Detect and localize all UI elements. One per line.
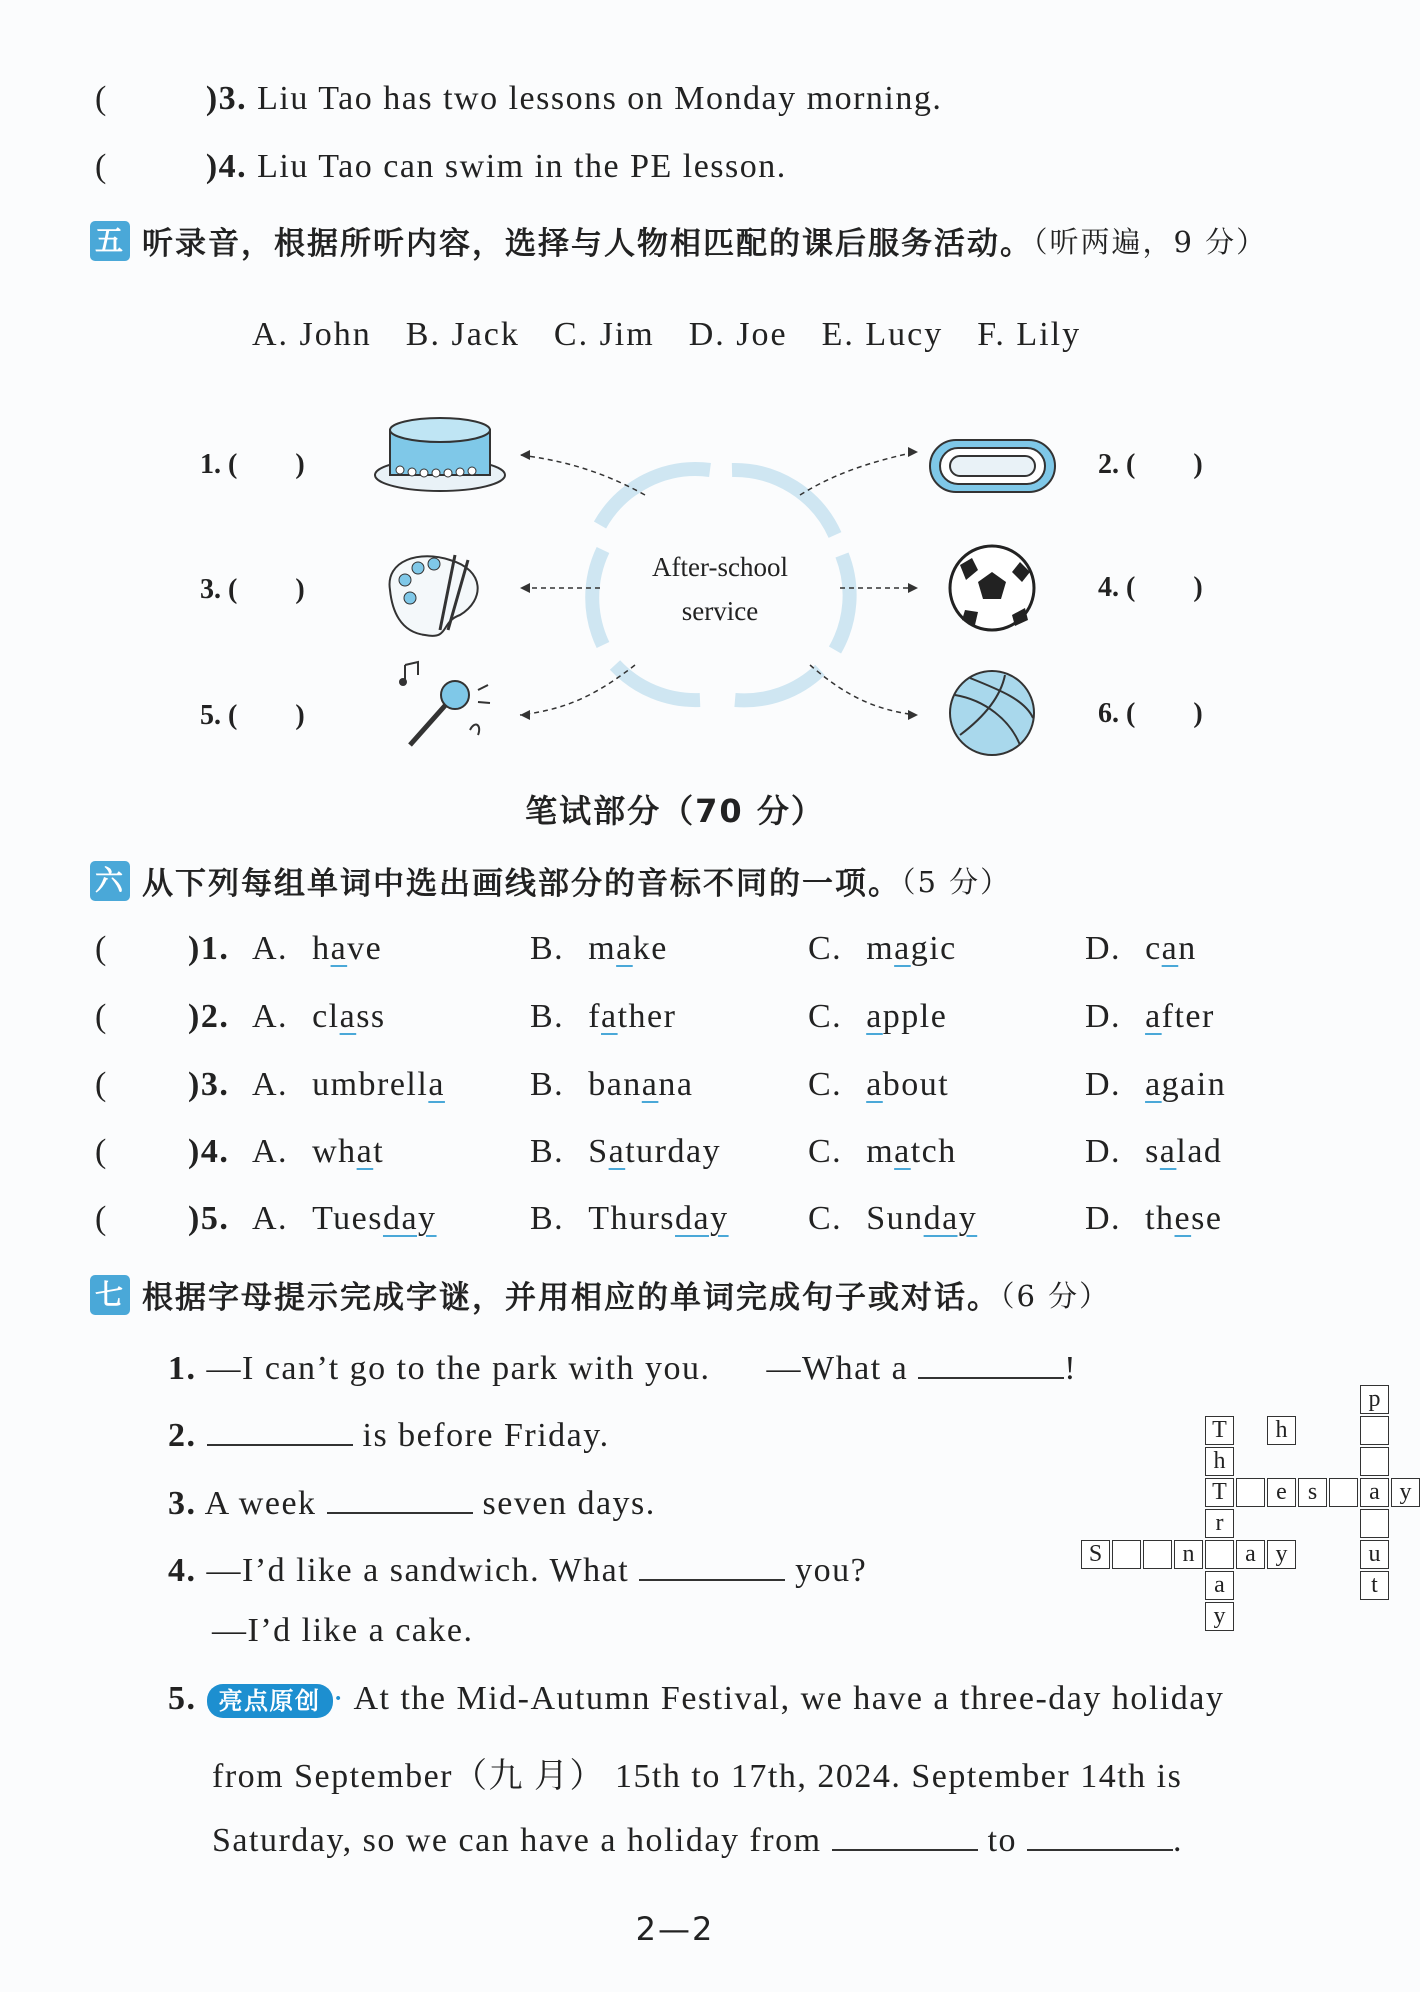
soccer-ball-icon xyxy=(950,546,1034,630)
name-option: F. Lily xyxy=(977,316,1082,353)
page-number: 2—2 xyxy=(635,1910,715,1948)
name-option: B. Jack xyxy=(405,316,520,353)
crossword-cell[interactable] xyxy=(1236,1478,1265,1507)
crossword-cell[interactable]: t xyxy=(1360,1571,1389,1600)
section-title: 听录音，根据所听内容，选择与人物相匹配的课后服务活动。 xyxy=(142,226,1033,262)
word-option-a xyxy=(252,1066,445,1104)
underlined-letters: a xyxy=(641,1066,659,1103)
puzzle-question-5-line2: from September（九 月） 15th to 17th, 2024. September 14th is xyxy=(212,1758,1183,1795)
option-letter: D. xyxy=(1085,998,1132,1035)
crossword-cell[interactable]: r xyxy=(1205,1509,1234,1538)
pic-label-2: 2. ( ) xyxy=(1098,449,1203,480)
question-number: )3. xyxy=(205,80,248,117)
crossword-cell[interactable]: a xyxy=(1360,1478,1389,1507)
word: father xyxy=(588,998,677,1035)
crossword-cell[interactable] xyxy=(1360,1416,1389,1445)
section-7-heading xyxy=(90,1272,1110,1317)
crossword-cell[interactable]: p xyxy=(1360,1385,1389,1414)
section-score: （6 分） xyxy=(1000,1279,1111,1313)
question-text: Liu Tao has two lessons on Monday morning. xyxy=(257,80,943,117)
underlined-letters: day xyxy=(923,1200,978,1237)
option-letter: A. xyxy=(252,1066,299,1103)
word: salad xyxy=(1145,1133,1223,1170)
running-track-icon xyxy=(930,440,1055,492)
crossword-cell[interactable]: a xyxy=(1205,1571,1234,1600)
underlined-letters: day xyxy=(382,1200,437,1237)
underlined-letters: a xyxy=(1159,1133,1177,1170)
word: have xyxy=(312,930,383,967)
option-letter: B. xyxy=(530,1200,575,1237)
option-letter: C. xyxy=(808,1066,853,1103)
crossword-grid xyxy=(1050,1385,1412,1675)
underlined-letters: a xyxy=(616,930,633,967)
crossword-cell[interactable]: y xyxy=(1391,1478,1420,1507)
option-letter: C. xyxy=(808,1200,853,1237)
question-3-line xyxy=(95,80,942,118)
crossword-cell[interactable]: S xyxy=(1081,1540,1110,1569)
word-option-b xyxy=(530,998,676,1036)
crossword-cell[interactable]: e xyxy=(1267,1478,1296,1507)
word: banana xyxy=(588,1066,694,1103)
section-6-heading xyxy=(90,858,1011,903)
crossword-cell[interactable] xyxy=(1143,1540,1172,1569)
question-number: )1. xyxy=(188,930,230,967)
option-letter: C. xyxy=(808,998,853,1035)
puzzle-question-4-reply: —I’d like a cake. xyxy=(212,1612,474,1649)
crossword-cell[interactable]: T xyxy=(1205,1478,1234,1507)
answer-blank[interactable] xyxy=(639,1545,785,1581)
puzzle-question-1: 1. —I can’t go to the park with you. —What a ! xyxy=(168,1343,1077,1388)
crossword-cell[interactable]: h xyxy=(1205,1447,1234,1476)
name-option: A. John xyxy=(252,316,372,353)
option-letter: A. xyxy=(252,998,299,1035)
word: magic xyxy=(866,930,957,967)
section-title: 从下列每组单词中选出画线部分的音标不同的一项。 xyxy=(142,866,901,902)
crossword-cell[interactable]: T xyxy=(1205,1416,1234,1445)
word-option-c xyxy=(808,998,947,1036)
word-option-d xyxy=(1085,998,1215,1036)
answer-paren: ( xyxy=(95,80,108,117)
word: what xyxy=(312,1133,385,1170)
pic-label-3: 3. ( ) xyxy=(200,574,305,605)
option-letter: D. xyxy=(1085,1200,1132,1237)
pic-label-5: 5. ( ) xyxy=(200,700,305,731)
word-option-c xyxy=(808,1200,977,1238)
crossword-cell[interactable]: a xyxy=(1236,1540,1265,1569)
word: umbrella xyxy=(312,1066,445,1103)
pic-label-4: 4. ( ) xyxy=(1098,572,1203,603)
section-title: 根据字母提示完成字谜，并用相应的单词完成句子或对话。 xyxy=(142,1280,1000,1316)
word: apple xyxy=(866,998,948,1035)
word-option-b xyxy=(530,930,668,968)
word: Saturday xyxy=(588,1133,722,1170)
underlined-letters: a xyxy=(894,1133,911,1170)
question-number: )5. xyxy=(188,1200,230,1237)
answer-blank[interactable] xyxy=(327,1478,473,1514)
underlined-letters: a xyxy=(339,998,357,1035)
word-option-c xyxy=(808,1066,949,1104)
section-badge: 七 xyxy=(90,1275,130,1315)
pic-label-1: 1. ( ) xyxy=(200,449,305,480)
cake-icon xyxy=(375,418,505,491)
question-text: Liu Tao can swim in the PE lesson. xyxy=(257,148,787,185)
center-line-1: After-school xyxy=(652,552,788,582)
word: class xyxy=(312,998,386,1035)
underlined-letters: a xyxy=(1161,930,1179,967)
option-letter: B. xyxy=(530,1133,575,1170)
original-badge: 亮点原创 xyxy=(207,1684,333,1718)
puzzle-question-3: 3. A week seven days. xyxy=(168,1478,656,1523)
crossword-cell[interactable]: n xyxy=(1174,1540,1203,1569)
answer-paren[interactable]: ( xyxy=(95,1200,108,1237)
question-number: )4. xyxy=(205,148,248,185)
word: again xyxy=(1145,1066,1227,1103)
underlined-letters: a xyxy=(428,1066,445,1103)
word-option-d xyxy=(1085,1133,1222,1171)
word: after xyxy=(1145,998,1215,1035)
crossword-cell[interactable] xyxy=(1329,1478,1358,1507)
name-option: E. Lucy xyxy=(821,316,944,353)
option-letter: D. xyxy=(1085,1133,1132,1170)
option-letter: B. xyxy=(530,930,575,967)
name-option: D. Joe xyxy=(688,316,788,353)
crossword-cell[interactable]: y xyxy=(1205,1602,1234,1631)
section-score: （听两遍，9 分） xyxy=(1033,225,1268,259)
question-4-line xyxy=(95,148,787,186)
crossword-cell[interactable] xyxy=(1205,1540,1234,1569)
answer-paren[interactable]: ( xyxy=(95,930,108,967)
names-row xyxy=(252,316,1081,354)
section-score: （5 分） xyxy=(901,865,1012,899)
word: Tuesday xyxy=(312,1200,437,1237)
word-option-a xyxy=(252,1133,384,1171)
word-option-d xyxy=(1085,1066,1226,1104)
microphone-icon xyxy=(399,662,490,745)
word-option-d xyxy=(1085,1200,1222,1238)
answer-paren[interactable]: ( xyxy=(95,998,108,1035)
answer-blank[interactable] xyxy=(207,1410,353,1446)
option-letter: D. xyxy=(1085,930,1132,967)
answer-blank[interactable] xyxy=(918,1343,1064,1379)
answer-paren[interactable]: ( xyxy=(95,1066,108,1103)
option-letter: B. xyxy=(530,998,575,1035)
word-option-b xyxy=(530,1200,729,1238)
underlined-letters: a xyxy=(356,1133,374,1170)
word-option-a xyxy=(252,1200,437,1238)
underlined-letters: a xyxy=(866,998,883,1035)
option-letter: C. xyxy=(808,930,853,967)
underlined-letters: a xyxy=(608,1133,626,1170)
word: match xyxy=(866,1133,957,1170)
word: can xyxy=(1145,930,1197,967)
option-letter: A. xyxy=(252,1133,299,1170)
word-option-a xyxy=(252,998,386,1036)
puzzle-question-4: 4. —I’d like a sandwich. What you? xyxy=(168,1545,867,1590)
puzzle-question-5: 5. 亮点原创 · At the Mid-Autumn Festival, we have a three-day holiday xyxy=(168,1680,1225,1717)
underlined-letters: day xyxy=(675,1200,729,1237)
underlined-letters: a xyxy=(866,1066,883,1103)
center-label xyxy=(600,545,840,633)
crossword-cell[interactable]: u xyxy=(1360,1540,1389,1569)
question-number: )4. xyxy=(188,1133,230,1170)
word: about xyxy=(866,1066,950,1103)
puzzle-question-2: 2. is before Friday. xyxy=(168,1410,610,1455)
option-letter: C. xyxy=(808,1133,853,1170)
underlined-letters: a xyxy=(1145,998,1162,1035)
underlined-letters: a xyxy=(894,930,911,967)
center-line-2: service xyxy=(681,596,759,626)
crossword-cell[interactable]: y xyxy=(1267,1540,1296,1569)
underlined-letters: a xyxy=(1145,1066,1162,1103)
word: make xyxy=(588,930,668,967)
word: these xyxy=(1145,1200,1223,1237)
name-option: C. Jim xyxy=(553,316,655,353)
answer-blank[interactable] xyxy=(832,1815,978,1851)
crossword-cell[interactable] xyxy=(1112,1540,1141,1569)
underlined-letters: a xyxy=(330,930,348,967)
answer-paren[interactable]: ( xyxy=(95,1133,108,1170)
word-option-c xyxy=(808,930,957,968)
word-option-b xyxy=(530,1133,721,1171)
basketball-icon xyxy=(950,671,1034,755)
crossword-cell[interactable] xyxy=(1360,1509,1389,1538)
question-number: )3. xyxy=(188,1066,230,1103)
option-letter: D. xyxy=(1085,1066,1132,1103)
pic-label-6: 6. ( ) xyxy=(1098,698,1203,729)
crossword-cell[interactable] xyxy=(1360,1447,1389,1476)
section-5-heading xyxy=(90,218,1267,263)
crossword-cell[interactable]: s xyxy=(1298,1478,1327,1507)
word-option-b xyxy=(530,1066,693,1104)
answer-paren: ( xyxy=(95,148,108,185)
puzzle-question-5-line3: Saturday, so we can have a holiday from to . xyxy=(212,1815,1183,1860)
underlined-letters: a xyxy=(601,998,618,1035)
word-option-a xyxy=(252,930,382,968)
option-letter: A. xyxy=(252,1200,299,1237)
paint-palette-icon xyxy=(390,555,478,636)
question-number: )2. xyxy=(188,998,230,1035)
word-option-d xyxy=(1085,930,1197,968)
word: Sunday xyxy=(866,1200,978,1237)
word-option-c xyxy=(808,1133,957,1171)
option-letter: A. xyxy=(252,930,299,967)
answer-blank[interactable] xyxy=(1027,1815,1173,1851)
written-part-heading: 笔试部分（70 分） xyxy=(525,792,825,830)
word: Thursday xyxy=(588,1200,729,1237)
option-letter: B. xyxy=(530,1066,575,1103)
section-badge: 六 xyxy=(90,861,130,901)
underlined-letters: e xyxy=(1174,1200,1192,1237)
section-badge: 五 xyxy=(90,221,130,261)
crossword-cell[interactable]: h xyxy=(1267,1416,1296,1445)
